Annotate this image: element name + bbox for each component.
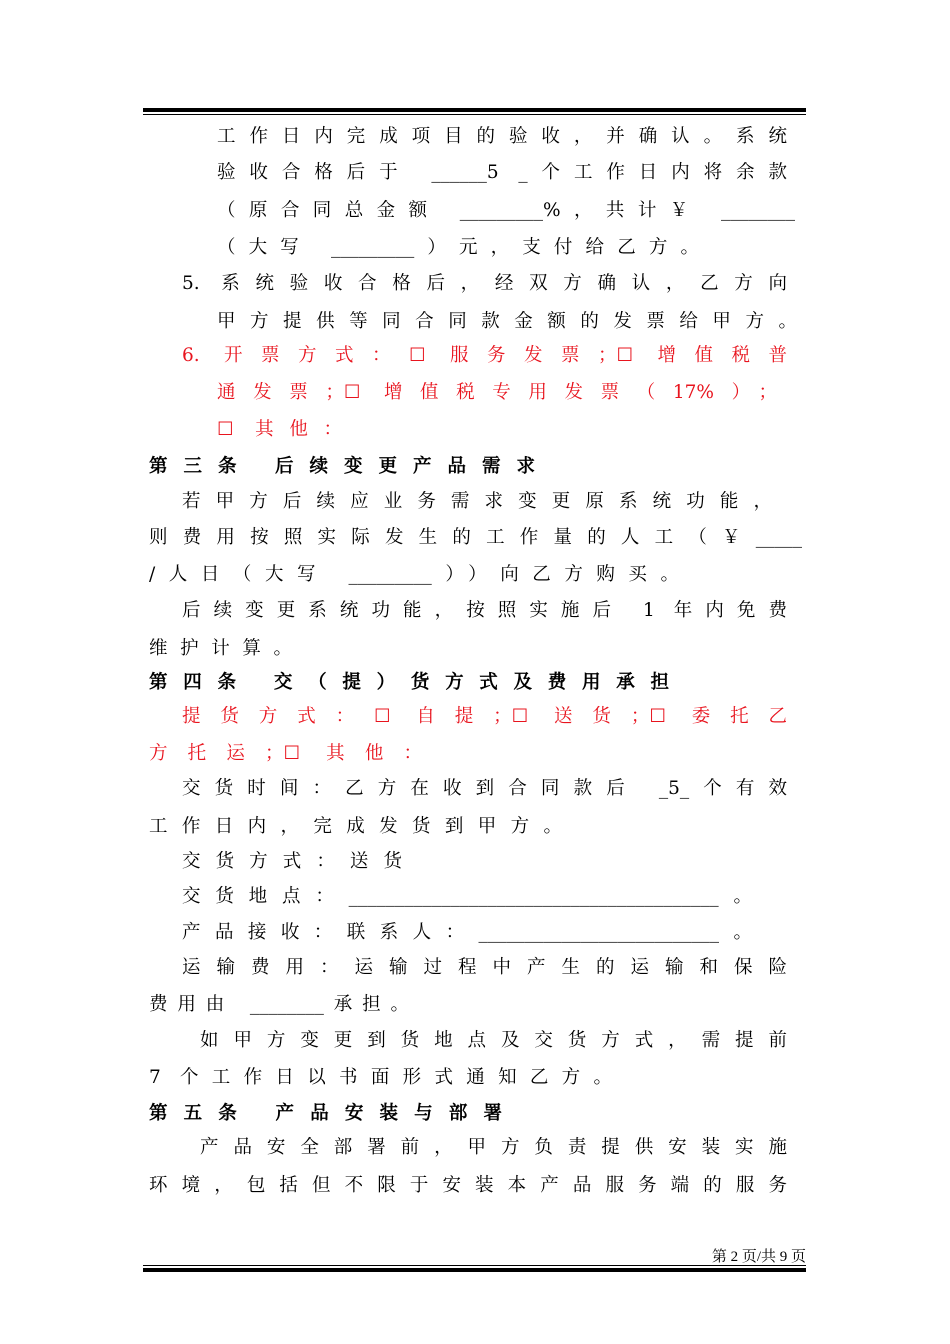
footer-rule-thin <box>143 1265 806 1266</box>
text-line: 运输费用：运输过程中产生的运输和保险 <box>182 957 787 978</box>
text-line: 验收合格后于 ______5 _个工作日内将余款 <box>217 162 787 183</box>
text-line: 后续变更系统功能，按照实施后 1 年内免费 <box>182 600 787 621</box>
page-number: 第 2 页/共 9 页 <box>711 1249 806 1265</box>
text-line: 工作日内，完成发货到甲方。 <box>149 816 562 837</box>
text-line: 交货方式：送货 <box>182 851 402 872</box>
text-line: 交货时间：乙方在收到合同款后 _5_个有效 <box>182 778 787 799</box>
header-rule-thick <box>143 108 806 112</box>
header-rule-thin <box>143 114 806 115</box>
text-line: /人日（大写 _________））向乙方购买。 <box>149 564 679 585</box>
text-line: 方托运；☐ 其他： <box>149 743 422 764</box>
text-line: 甲方提供等同合同款金额的发票给甲方。 <box>217 311 797 332</box>
section-heading: 第三条 后续变更产品需求 <box>149 456 535 477</box>
text-line: 提货方式：☐ 自提；☐ 送货；☐ 委托乙 <box>182 706 787 727</box>
text-line: 通发票；☐ 增值税专用发票（17%）； <box>217 382 777 403</box>
text-line: 则费用按照实际发生的工作量的人工（￥_____ <box>149 527 802 548</box>
list-item: 6. 开票方式：☐ 服务发票；☐ 增值税普 <box>182 345 787 366</box>
text-line: 工作日内完成项目的验收，并确认。系统 <box>217 126 787 147</box>
list-item: 5. 系统验收合格后，经双方确认，乙方向 <box>182 273 787 294</box>
text-line: 若甲方后续应业务需求变更原系统功能， <box>182 491 772 512</box>
footer-rule-thick <box>143 1268 806 1272</box>
text-line: 维护计算。 <box>149 638 292 659</box>
text-line: （原合同总金额 _________%，共计￥ ________ <box>217 200 795 221</box>
section-heading: 第五条 产品安装与部署 <box>149 1103 502 1124</box>
text-line: 交货地点：________________________________________。 <box>182 886 752 907</box>
text-line: 如甲方变更到货地点及交货方式，需提前 <box>200 1030 787 1051</box>
text-line: 费用由 ________承担。 <box>149 994 409 1015</box>
text-line: 产品接收：联系人：__________________________。 <box>182 922 752 943</box>
text-line: （大写 _________）元，支付给乙方。 <box>217 237 699 258</box>
text-line: ☐ 其他： <box>217 419 342 440</box>
text-line: 7 个工作日以书面形式通知乙方。 <box>149 1067 612 1088</box>
text-line: 产品安全部署前，甲方负责提供安装实施 <box>200 1137 787 1158</box>
section-heading: 第四条 交（提）货方式及费用承担 <box>149 672 669 693</box>
text-line: 环境，包括但不限于安装本产品服务端的服务 <box>149 1175 787 1196</box>
